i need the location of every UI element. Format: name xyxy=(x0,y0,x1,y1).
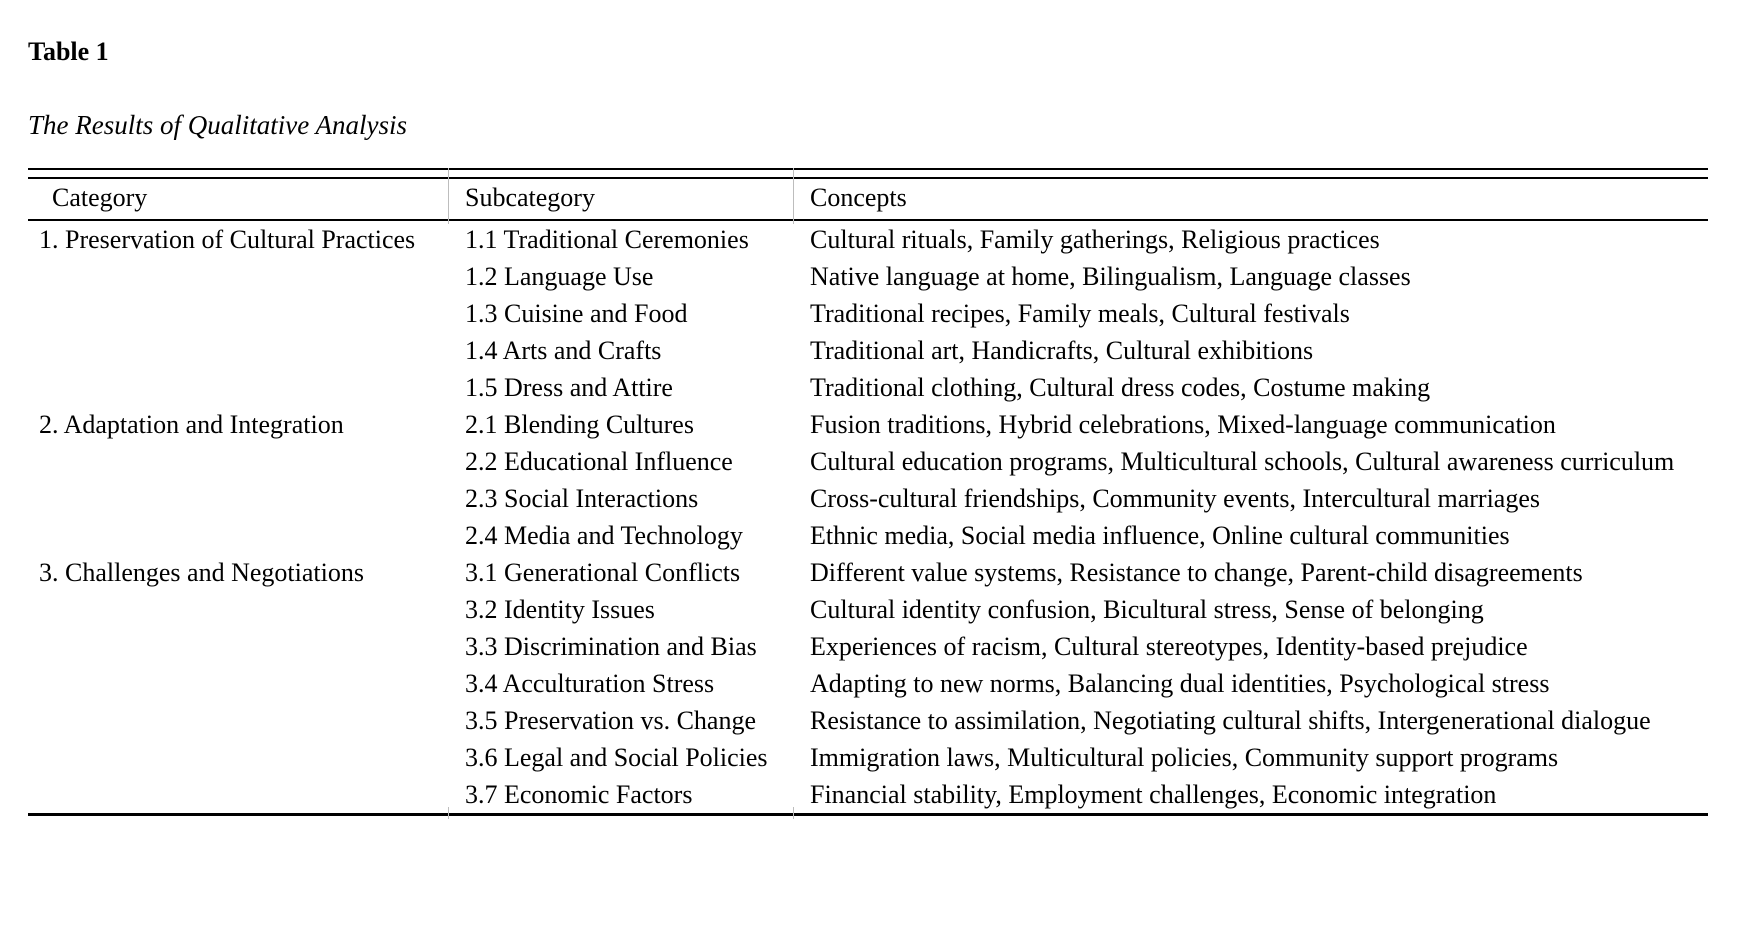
category-cell xyxy=(28,739,448,776)
concepts-cell: Different value systems, Resistance to change, Parent-child disagreements xyxy=(810,558,1583,587)
subcategory-cell: 2.2 Educational Influence xyxy=(465,447,733,476)
subcategory-cell: 3.2 Identity Issues xyxy=(465,595,655,624)
subcategory-cell: 3.6 Legal and Social Policies xyxy=(465,743,768,772)
column-header-subcategory: Subcategory xyxy=(448,178,793,220)
subcategory-cell: 2.4 Media and Technology xyxy=(465,521,743,550)
table-wrap xyxy=(28,168,1708,816)
table-row xyxy=(28,517,1708,554)
subcategory-cell: 1.4 Arts and Crafts xyxy=(465,336,662,365)
concepts-cell: Native language at home, Bilingualism, Language classes xyxy=(810,262,1411,291)
table-row xyxy=(28,739,1708,776)
subcategory-cell: 3.5 Preservation vs. Change xyxy=(465,706,757,735)
column-gridline-tick xyxy=(448,168,449,224)
subcategory-cell: 1.5 Dress and Attire xyxy=(465,373,673,402)
concepts-cell: Cultural rituals, Family gatherings, Religious practices xyxy=(810,225,1380,254)
concepts-cell: Traditional clothing, Cultural dress codes, Costume making xyxy=(810,373,1431,402)
category-cell: 1. Preservation of Cultural Practices xyxy=(39,225,416,254)
concepts-cell: Fusion traditions, Hybrid celebrations, Mixed-language communication xyxy=(810,410,1556,439)
table-caption: The Results of Qualitative Analysis xyxy=(28,110,407,140)
table-row xyxy=(28,443,1708,480)
category-cell xyxy=(28,776,448,815)
concepts-cell: Cultural identity confusion, Bicultural stress, Sense of belonging xyxy=(810,595,1484,624)
concepts-cell: Financial stability, Employment challenges, Economic integration xyxy=(810,780,1497,809)
category-cell xyxy=(28,628,448,665)
category-cell xyxy=(28,369,448,406)
category-cell xyxy=(28,295,448,332)
category-cell xyxy=(28,480,448,517)
concepts-cell: Immigration laws, Multicultural policies, Community support programs xyxy=(810,743,1559,772)
table-row xyxy=(28,628,1708,665)
column-gridline-tick xyxy=(448,807,449,819)
concepts-cell: Cultural education programs, Multicultural schools, Cultural awareness curriculum xyxy=(810,447,1675,476)
table-row xyxy=(28,332,1708,369)
concepts-cell: Adapting to new norms, Balancing dual identities, Psychological stress xyxy=(810,669,1550,698)
table-number: Table 1 xyxy=(28,37,109,66)
concepts-cell: Cross-cultural friendships, Community events, Intercultural marriages xyxy=(810,484,1540,513)
category-cell xyxy=(28,591,448,628)
concepts-cell: Ethnic media, Social media influence, Online cultural communities xyxy=(810,521,1510,550)
category-cell xyxy=(28,665,448,702)
table-row xyxy=(28,776,1708,815)
subcategory-cell: 3.4 Acculturation Stress xyxy=(465,669,715,698)
category-cell xyxy=(28,443,448,480)
table-row xyxy=(28,220,1708,258)
subcategory-cell: 1.2 Language Use xyxy=(465,262,654,291)
concepts-cell: Resistance to assimilation, Negotiating cultural shifts, Intergenerational dialogue xyxy=(810,706,1651,735)
category-cell: 2. Adaptation and Integration xyxy=(39,410,344,439)
subcategory-cell: 2.3 Social Interactions xyxy=(465,484,699,513)
concepts-cell: Experiences of racism, Cultural stereotypes, Identity-based prejudice xyxy=(810,632,1528,661)
concepts-cell: Traditional recipes, Family meals, Cultural festivals xyxy=(810,299,1350,328)
category-cell: 3. Challenges and Negotiations xyxy=(39,558,364,587)
column-gridline-tick xyxy=(793,168,794,224)
category-cell xyxy=(28,702,448,739)
table-row xyxy=(28,702,1708,739)
column-header-category: Category xyxy=(28,178,448,220)
subcategory-cell: 3.3 Discrimination and Bias xyxy=(465,632,757,661)
column-gridline-tick xyxy=(793,807,794,819)
table-row xyxy=(28,369,1708,406)
table-row xyxy=(28,591,1708,628)
subcategory-cell: 1.3 Cuisine and Food xyxy=(465,299,688,328)
table-row xyxy=(28,554,1708,591)
table-row xyxy=(28,480,1708,517)
concepts-cell: Traditional art, Handicrafts, Cultural exhibitions xyxy=(810,336,1314,365)
column-header-concepts: Concepts xyxy=(793,178,1708,220)
table-row xyxy=(28,665,1708,702)
header-row xyxy=(28,178,1708,220)
category-cell xyxy=(28,332,448,369)
subcategory-cell: 1.1 Traditional Ceremonies xyxy=(465,225,749,254)
subcategory-cell: 3.1 Generational Conflicts xyxy=(465,558,741,587)
category-cell xyxy=(28,517,448,554)
table-row xyxy=(28,295,1708,332)
table-row xyxy=(28,258,1708,295)
subcategory-cell: 3.7 Economic Factors xyxy=(465,780,693,809)
category-cell xyxy=(28,258,448,295)
results-table xyxy=(28,177,1708,816)
subcategory-cell: 2.1 Blending Cultures xyxy=(465,410,694,439)
table-row xyxy=(28,406,1708,443)
